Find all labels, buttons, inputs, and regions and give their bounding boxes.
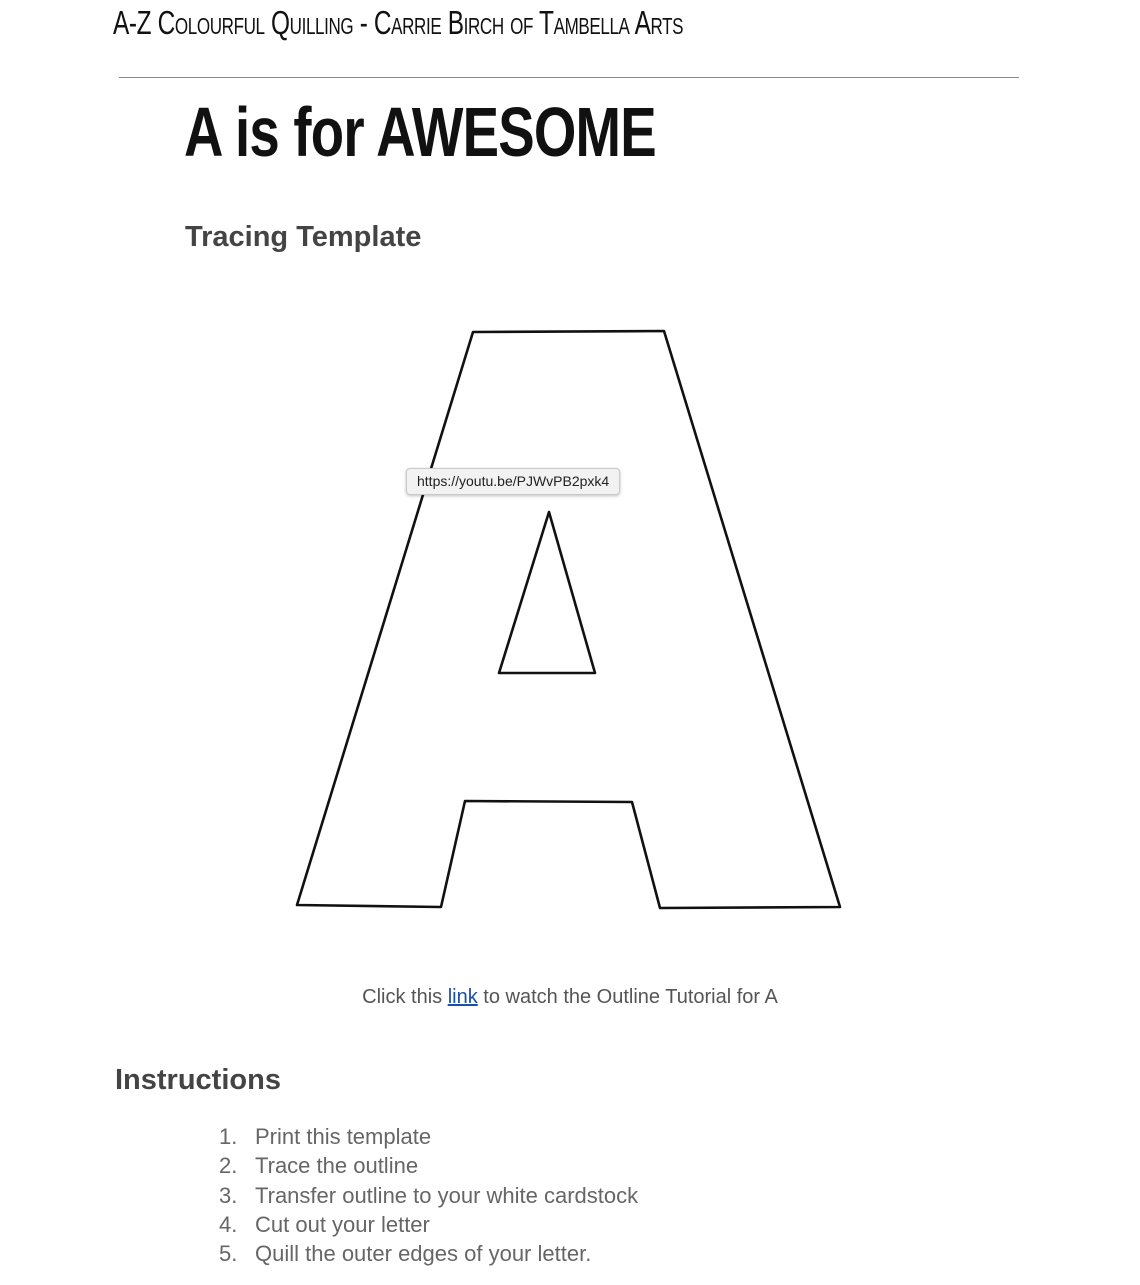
letter-a-inner-outline [499, 512, 595, 673]
page-title: A is for AWESOME [184, 93, 656, 171]
caption-suffix: to watch the Outline Tutorial for A [477, 986, 778, 1008]
instruction-text: Quill the outer edges of your letter. [255, 1241, 592, 1267]
instruction-number: 2. [219, 1153, 238, 1179]
instruction-number: 5. [219, 1241, 238, 1267]
instruction-text: Print this template [255, 1124, 432, 1149]
tutorial-link[interactable]: link [447, 986, 478, 1008]
tutorial-caption [0, 986, 1140, 1009]
header-title: A-Z Colourful Quilling - Carrie Birch of Tambella Arts [113, 4, 684, 41]
instructions-title: Instructions [115, 1064, 281, 1096]
instruction-number: 1. [219, 1124, 238, 1149]
instructions-list [219, 1122, 638, 1268]
instruction-text: Cut out your letter [255, 1211, 430, 1237]
instruction-item [219, 1181, 638, 1210]
instruction-item [219, 1239, 638, 1268]
instruction-text: Trace the outline [255, 1153, 419, 1179]
instruction-number: 3. [219, 1182, 238, 1208]
caption-prefix: Click this [362, 986, 448, 1008]
instruction-item [219, 1151, 638, 1180]
instruction-text: Transfer outline to your white cardstock [255, 1182, 639, 1208]
instruction-number: 4. [219, 1211, 238, 1237]
letter-a-outer-outline [297, 331, 840, 908]
instruction-item [219, 1122, 638, 1151]
link-tooltip: https://youtu.be/PJWvPB2pxk4 [406, 468, 620, 495]
instruction-item [219, 1210, 638, 1239]
section-title: Tracing Template [185, 221, 422, 253]
